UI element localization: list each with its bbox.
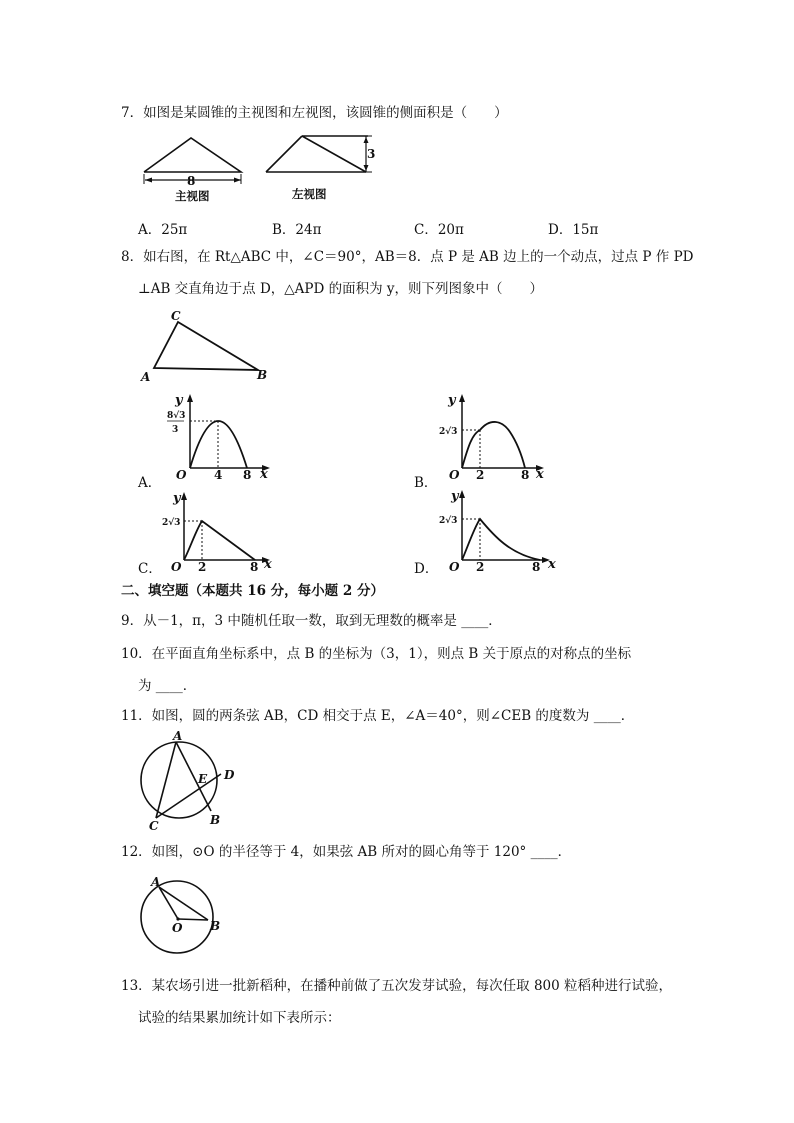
q12-label-b: B — [210, 919, 221, 933]
section2-heading: 二、填空题（本题共 16 分，每小题 2 分） — [121, 583, 384, 599]
graph-b-origin: O — [449, 468, 460, 482]
graph-d-ymark: 2√3 — [439, 516, 458, 526]
q8-graph-a — [160, 392, 278, 480]
graph-a-ymark-top: 8√3 — [167, 411, 186, 421]
graph-a-ymark-bot: 3 — [172, 425, 179, 435]
q8-triangle-figure — [136, 308, 276, 386]
graph-d-x-label: x — [548, 557, 556, 572]
q11-circle-figure — [136, 726, 248, 836]
side-view-caption: 左视图 — [292, 187, 327, 201]
q12-circle-figure — [138, 870, 238, 966]
graph-d-curve — [462, 519, 540, 560]
q8-option-c[interactable]: C． — [138, 561, 162, 577]
q8-text-line2: ⊥AB 交直角边于点 D，△APD 的面积为 y，则下列图象中（ ） — [138, 281, 544, 297]
front-view-triangle — [144, 138, 241, 172]
q8-option-d[interactable]: D． — [414, 561, 439, 577]
graph-d-y-label: y — [451, 489, 459, 504]
graph-a-x2: 8 — [243, 468, 252, 482]
front-view-dim-label: 8 — [187, 174, 196, 188]
q8-graph-d — [436, 486, 562, 572]
triangle-abc — [154, 322, 258, 370]
q11-label-d: D — [224, 768, 235, 782]
graph-a-x-label: x — [260, 467, 268, 482]
q11-label-b: B — [210, 813, 221, 827]
q8-graph-c — [160, 490, 282, 572]
q9-text: 9．从－1，π，3 中随机任取一数，取到无理数的概率是 ____． — [121, 613, 502, 629]
q7-option-b[interactable]: B．24π — [272, 222, 322, 238]
q8-text-line1: 8．如右图，在 Rt△ABC 中，∠C＝90°，AB＝8．点 P 是 AB 边上的一个动点，过点 P 作 PD — [121, 249, 694, 265]
graph-a-x1: 4 — [214, 468, 223, 482]
q11-label-c: C — [149, 819, 159, 833]
side-view-dim-arrow-top — [364, 137, 369, 143]
q10-text-line1: 10．在平面直角坐标系中，点 B 的坐标为（3，1），则点 B 关于原点的对称点的坐标 — [121, 646, 632, 662]
graph-b-ymark: 2√3 — [439, 427, 458, 437]
graph-c-ymark: 2√3 — [162, 518, 181, 528]
graph-b-curve — [462, 422, 525, 468]
graph-b-x2: 8 — [521, 468, 530, 482]
q8-option-b[interactable]: B． — [414, 475, 438, 491]
graph-b-y-label: y — [448, 393, 456, 408]
chord-ab — [159, 887, 208, 920]
q7-option-a[interactable]: A．25π — [138, 222, 188, 238]
front-view-dim-arrow-left — [145, 178, 152, 183]
graph-a-origin: O — [176, 468, 187, 482]
q10-text-line2: 为 ____． — [138, 678, 197, 694]
radius-ob — [178, 919, 208, 920]
q11-label-a: A — [173, 729, 183, 743]
q7-option-c[interactable]: C．20π — [414, 222, 464, 238]
side-view-diagonal — [302, 136, 366, 172]
graph-c-x1: 2 — [198, 560, 207, 574]
graph-d-origin: O — [449, 560, 460, 574]
q12-label-o: O — [172, 921, 183, 935]
q13-text-line1: 13．某农场引进一批新稻种，在播种前做了五次发芽试验，每次任取 800 粒稻种进行试验， — [121, 978, 673, 994]
label-b: B — [257, 368, 268, 382]
graph-c-curve — [184, 521, 255, 560]
q11-text: 11．如图，圆的两条弦 AB，CD 相交于点 E，∠A＝40°，则∠CEB 的度数为 ____． — [121, 708, 635, 724]
q12-text: 12．如图，⊙O 的半径等于 4，如果弦 AB 所对的圆心角等于 120° ____． — [121, 844, 572, 860]
q7-text: 7．如图是某圆锥的主视图和左视图，该圆锥的侧面积是（ ） — [121, 105, 508, 121]
q12-label-a: A — [151, 875, 161, 889]
graph-a-y-label: y — [175, 393, 183, 408]
front-view-caption: 主视图 — [175, 189, 210, 203]
side-view-left-edge — [266, 136, 302, 172]
graph-a-curve — [190, 421, 247, 468]
q11-label-e: E — [198, 772, 208, 786]
q8-option-a[interactable]: A． — [138, 475, 162, 491]
q8-graph-b — [436, 392, 554, 480]
graph-c-x-label: x — [264, 557, 272, 572]
label-c: C — [171, 309, 181, 323]
q13-text-line2: 试验的结果累加统计如下表所示： — [138, 1010, 341, 1026]
label-a: A — [141, 370, 151, 384]
graph-c-x2: 8 — [250, 560, 259, 574]
radius-oa — [159, 887, 178, 919]
side-view-dim-label: 3 — [367, 147, 376, 161]
graph-b-x1: 2 — [476, 468, 485, 482]
graph-d-x1: 2 — [476, 560, 485, 574]
graph-c-y-label: y — [173, 491, 181, 506]
q7-side-view-figure — [262, 130, 382, 204]
graph-c-origin: O — [171, 560, 182, 574]
graph-d-x2: 8 — [532, 560, 541, 574]
q7-front-view-figure — [138, 134, 250, 204]
q7-option-d[interactable]: D．15π — [548, 222, 599, 238]
graph-b-x-label: x — [536, 467, 544, 482]
front-view-dim-arrow-right — [234, 178, 241, 183]
